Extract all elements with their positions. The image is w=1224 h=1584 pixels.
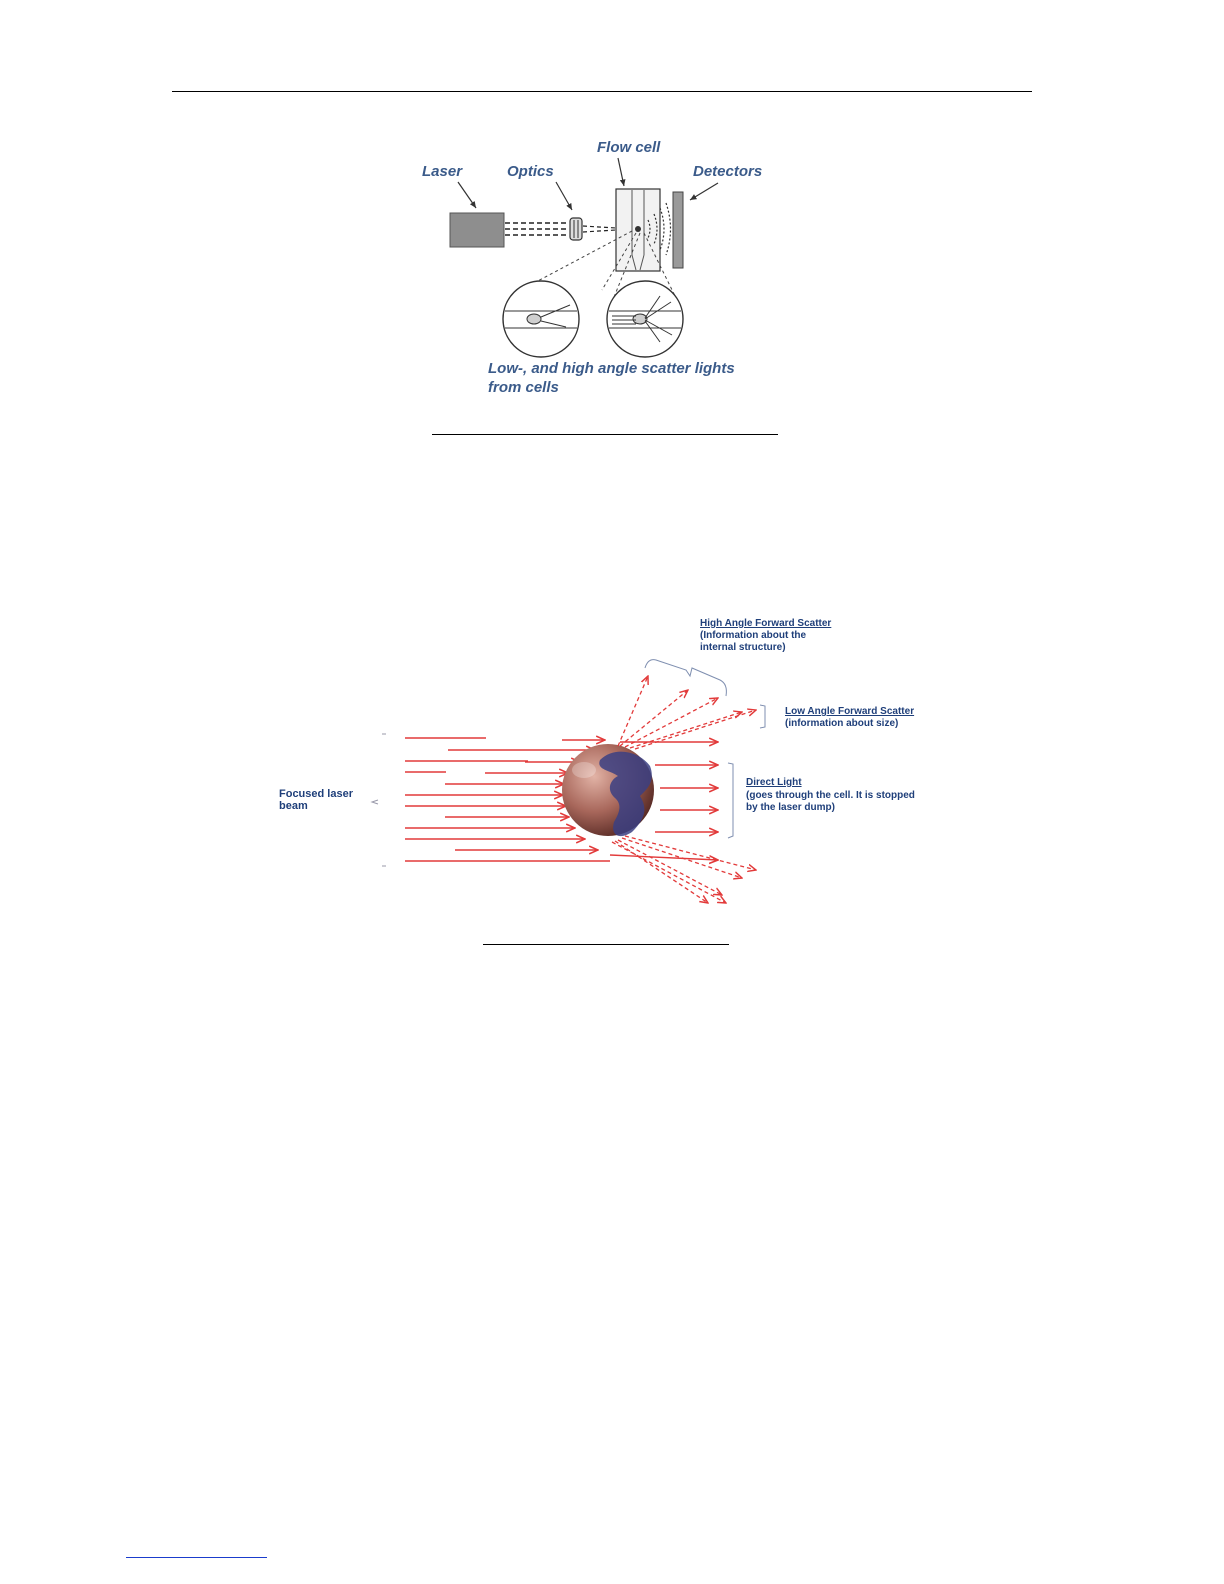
direct-light-desc-2: by the laser dump) [746,802,835,813]
laser-beam [505,223,568,235]
optics-pointer [556,182,572,210]
focused-beam-label-1: Focused laser [279,788,353,800]
laser-pointer [458,182,476,208]
flow-cytometer-diagram [422,139,762,396]
light-scatter-diagram [279,618,915,903]
flow-cell-label: Flow cell [597,139,661,156]
low-angle-title: Low Angle Forward Scatter [785,706,915,717]
high-angle-title: High Angle Forward Scatter [700,618,832,629]
zoom-circle-low-angle [503,281,579,357]
high-angle-desc-1: (Information about the [700,630,807,641]
detector-plate [673,192,683,268]
optics-label: Optics [507,163,554,180]
high-angle-desc-2: internal structure) [700,642,786,653]
scatter-caption-line1: Low-, and high angle scatter lights [488,360,735,377]
optics-lens [570,218,582,240]
figure1-caption-rule [432,434,778,435]
low-angle-desc: (information about size) [785,718,899,729]
direct-light-title: Direct Light [746,777,802,788]
focused-beam-bracket [372,734,386,866]
zoom-circle-high-angle [607,281,683,357]
figure2-caption-rule [483,944,729,945]
flow-cell [616,189,660,271]
cell-illustration [562,744,654,836]
direct-light-desc-1: (goes through the cell. It is stopped [746,790,915,801]
scatter-caption-line2: from cells [488,379,559,396]
footer-link-underline[interactable] [126,1557,267,1558]
focused-beam-label-2: beam [279,800,308,812]
detectors-pointer [690,183,718,200]
laser-label: Laser [422,163,463,180]
laser-box [450,213,504,247]
detectors-label: Detectors [693,163,763,180]
flowcell-pointer [618,158,624,186]
